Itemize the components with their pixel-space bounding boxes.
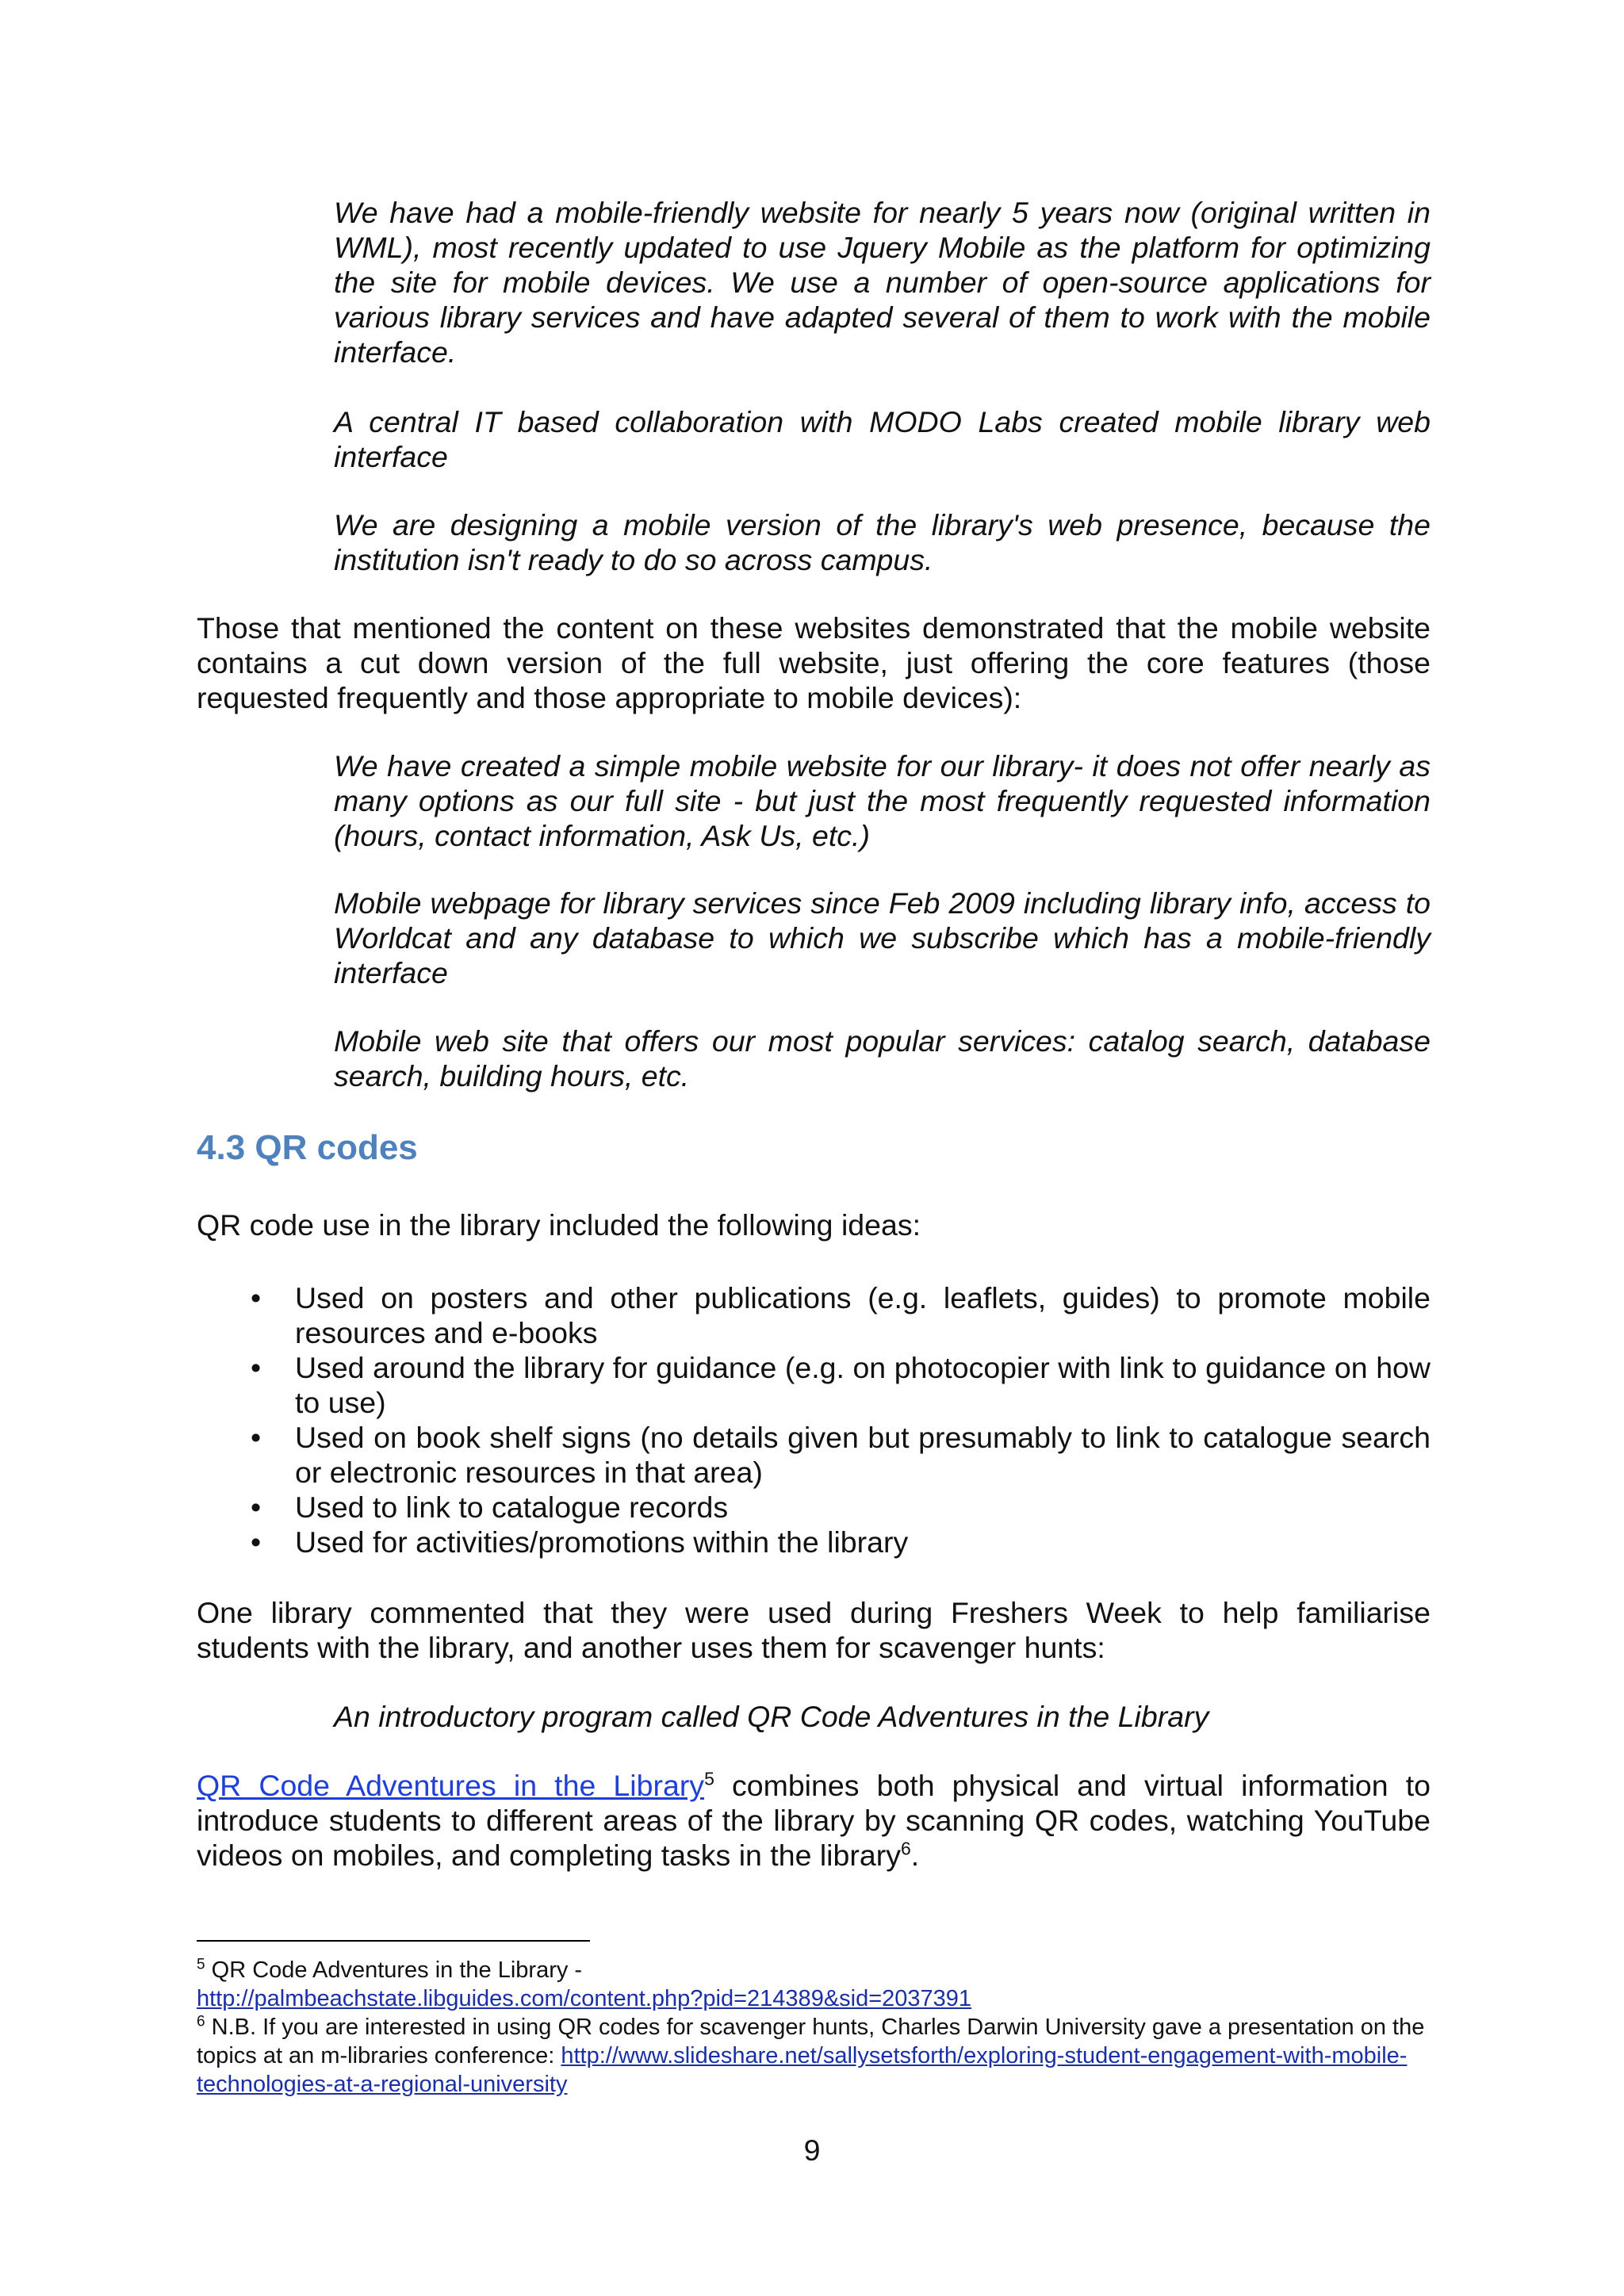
list-item-text: Used around the library for guidance (e.g. on photocopier with link to guidance on how to use) xyxy=(295,1351,1431,1419)
bullet-icon: • xyxy=(251,1351,262,1384)
list-item-text: Used for activities/promotions within the library xyxy=(295,1525,909,1559)
list-item-text: Used on posters and other publications (e.g. leaflets, guides) to promote mobile resources and e-books xyxy=(295,1281,1431,1349)
quote-mobile-webpage-2009: Mobile webpage for library services since Feb 2009 including library info, access to Worldcat and any database to which we subscribe which has a mobile-friendly interface xyxy=(334,886,1431,989)
quote-designing-mobile-version: We are designing a mobile version of the library's web presence, because the institution isn't ready to do so across campus. xyxy=(334,508,1431,576)
paragraph-qr-code-adventures-text: combines both physical and virtual information to introduce students to different areas of the library by scanning QR codes, watching YouTube videos on mobiles, and completing tasks in the library xyxy=(197,1769,1431,1872)
footnote-6-url-link[interactable]: http://www.slideshare.net/sallysetsforth/exploring-student-engagement-with-mobile-technologies-at-a-regional-university xyxy=(197,2043,1408,2097)
paragraph-qr-code-adventures xyxy=(197,1768,1431,1873)
list-item xyxy=(197,1280,1431,1350)
page-number: 9 xyxy=(803,2133,821,2167)
list-item-text: Used on book shelf signs (no details given but presumably to link to catalogue search or electronic resources in that area) xyxy=(295,1421,1431,1489)
section-heading-qr-codes: 4.3 QR codes xyxy=(197,1128,418,1167)
quote-popular-services: Mobile web site that offers our most popular services: catalog search, database search, building hours, etc. xyxy=(334,1024,1431,1093)
paragraph-qr-intro: QR code use in the library included the following ideas: xyxy=(197,1208,921,1242)
footnote-6 xyxy=(197,2013,1431,2099)
footnote-ref-6[interactable]: 6 xyxy=(900,1838,911,1859)
footnote-ref-5[interactable]: 5 xyxy=(704,1768,714,1789)
bullet-icon: • xyxy=(251,1525,262,1559)
footnote-number-5: 5 xyxy=(197,1956,205,1973)
bullet-icon: • xyxy=(251,1281,262,1314)
quote-introductory-program: An introductory program called QR Code Adventures in the Library xyxy=(334,1700,1209,1733)
footnote-5-text: QR Code Adventures in the Library - xyxy=(205,1957,583,1983)
qr-uses-list xyxy=(197,1280,1431,1559)
footnote-6-text: N.B. If you are interested in using QR codes for scavenger hunts, Charles Darwin University gave a presentation on the topics at an m-libraries conference: xyxy=(197,2015,1425,2068)
footnote-separator xyxy=(197,1940,590,1942)
qr-code-adventures-link[interactable]: QR Code Adventures in the Library xyxy=(197,1769,705,1802)
quote-modo-labs: A central IT based collaboration with MODO Labs created mobile library web interface xyxy=(334,405,1431,473)
list-item xyxy=(197,1490,1431,1525)
footnote-number-6: 6 xyxy=(197,2013,205,2030)
quote-mobile-friendly-website: We have had a mobile-friendly website for nearly 5 years now (original written in WML), most recently updated to use Jquery Mobile as the platform for optimizing the site for mobile devices. We use a number of open-source applications for various library services and have adapted several of them to work with the mobile interface. xyxy=(334,196,1431,369)
paragraph-freshers-week: One library commented that they were used during Freshers Week to help familiarise students with the library, and another uses them for scavenger hunts: xyxy=(197,1596,1431,1664)
bullet-icon: • xyxy=(251,1490,262,1524)
list-item xyxy=(197,1525,1431,1559)
paragraph-end-period: . xyxy=(910,1839,920,1872)
paragraph-content-description: Those that mentioned the content on these websites demonstrated that the mobile website contains a cut down version of the full website, just offering the core features (those requested frequently and those appropriate to mobile devices): xyxy=(197,611,1431,714)
list-item xyxy=(197,1420,1431,1490)
bullet-icon: • xyxy=(251,1421,262,1454)
list-item-text: Used to link to catalogue records xyxy=(295,1490,729,1524)
quote-simple-mobile-website: We have created a simple mobile website for our library- it does not offer nearly as many options as our full site - but just the most frequently requested information (hours, contact information, Ask Us, etc.) xyxy=(334,749,1431,852)
footnote-5 xyxy=(197,1956,1431,2013)
list-item xyxy=(197,1350,1431,1420)
footnote-5-url-link[interactable]: http://palmbeachstate.libguides.com/content.php?pid=214389&sid=2037391 xyxy=(197,1986,972,2011)
